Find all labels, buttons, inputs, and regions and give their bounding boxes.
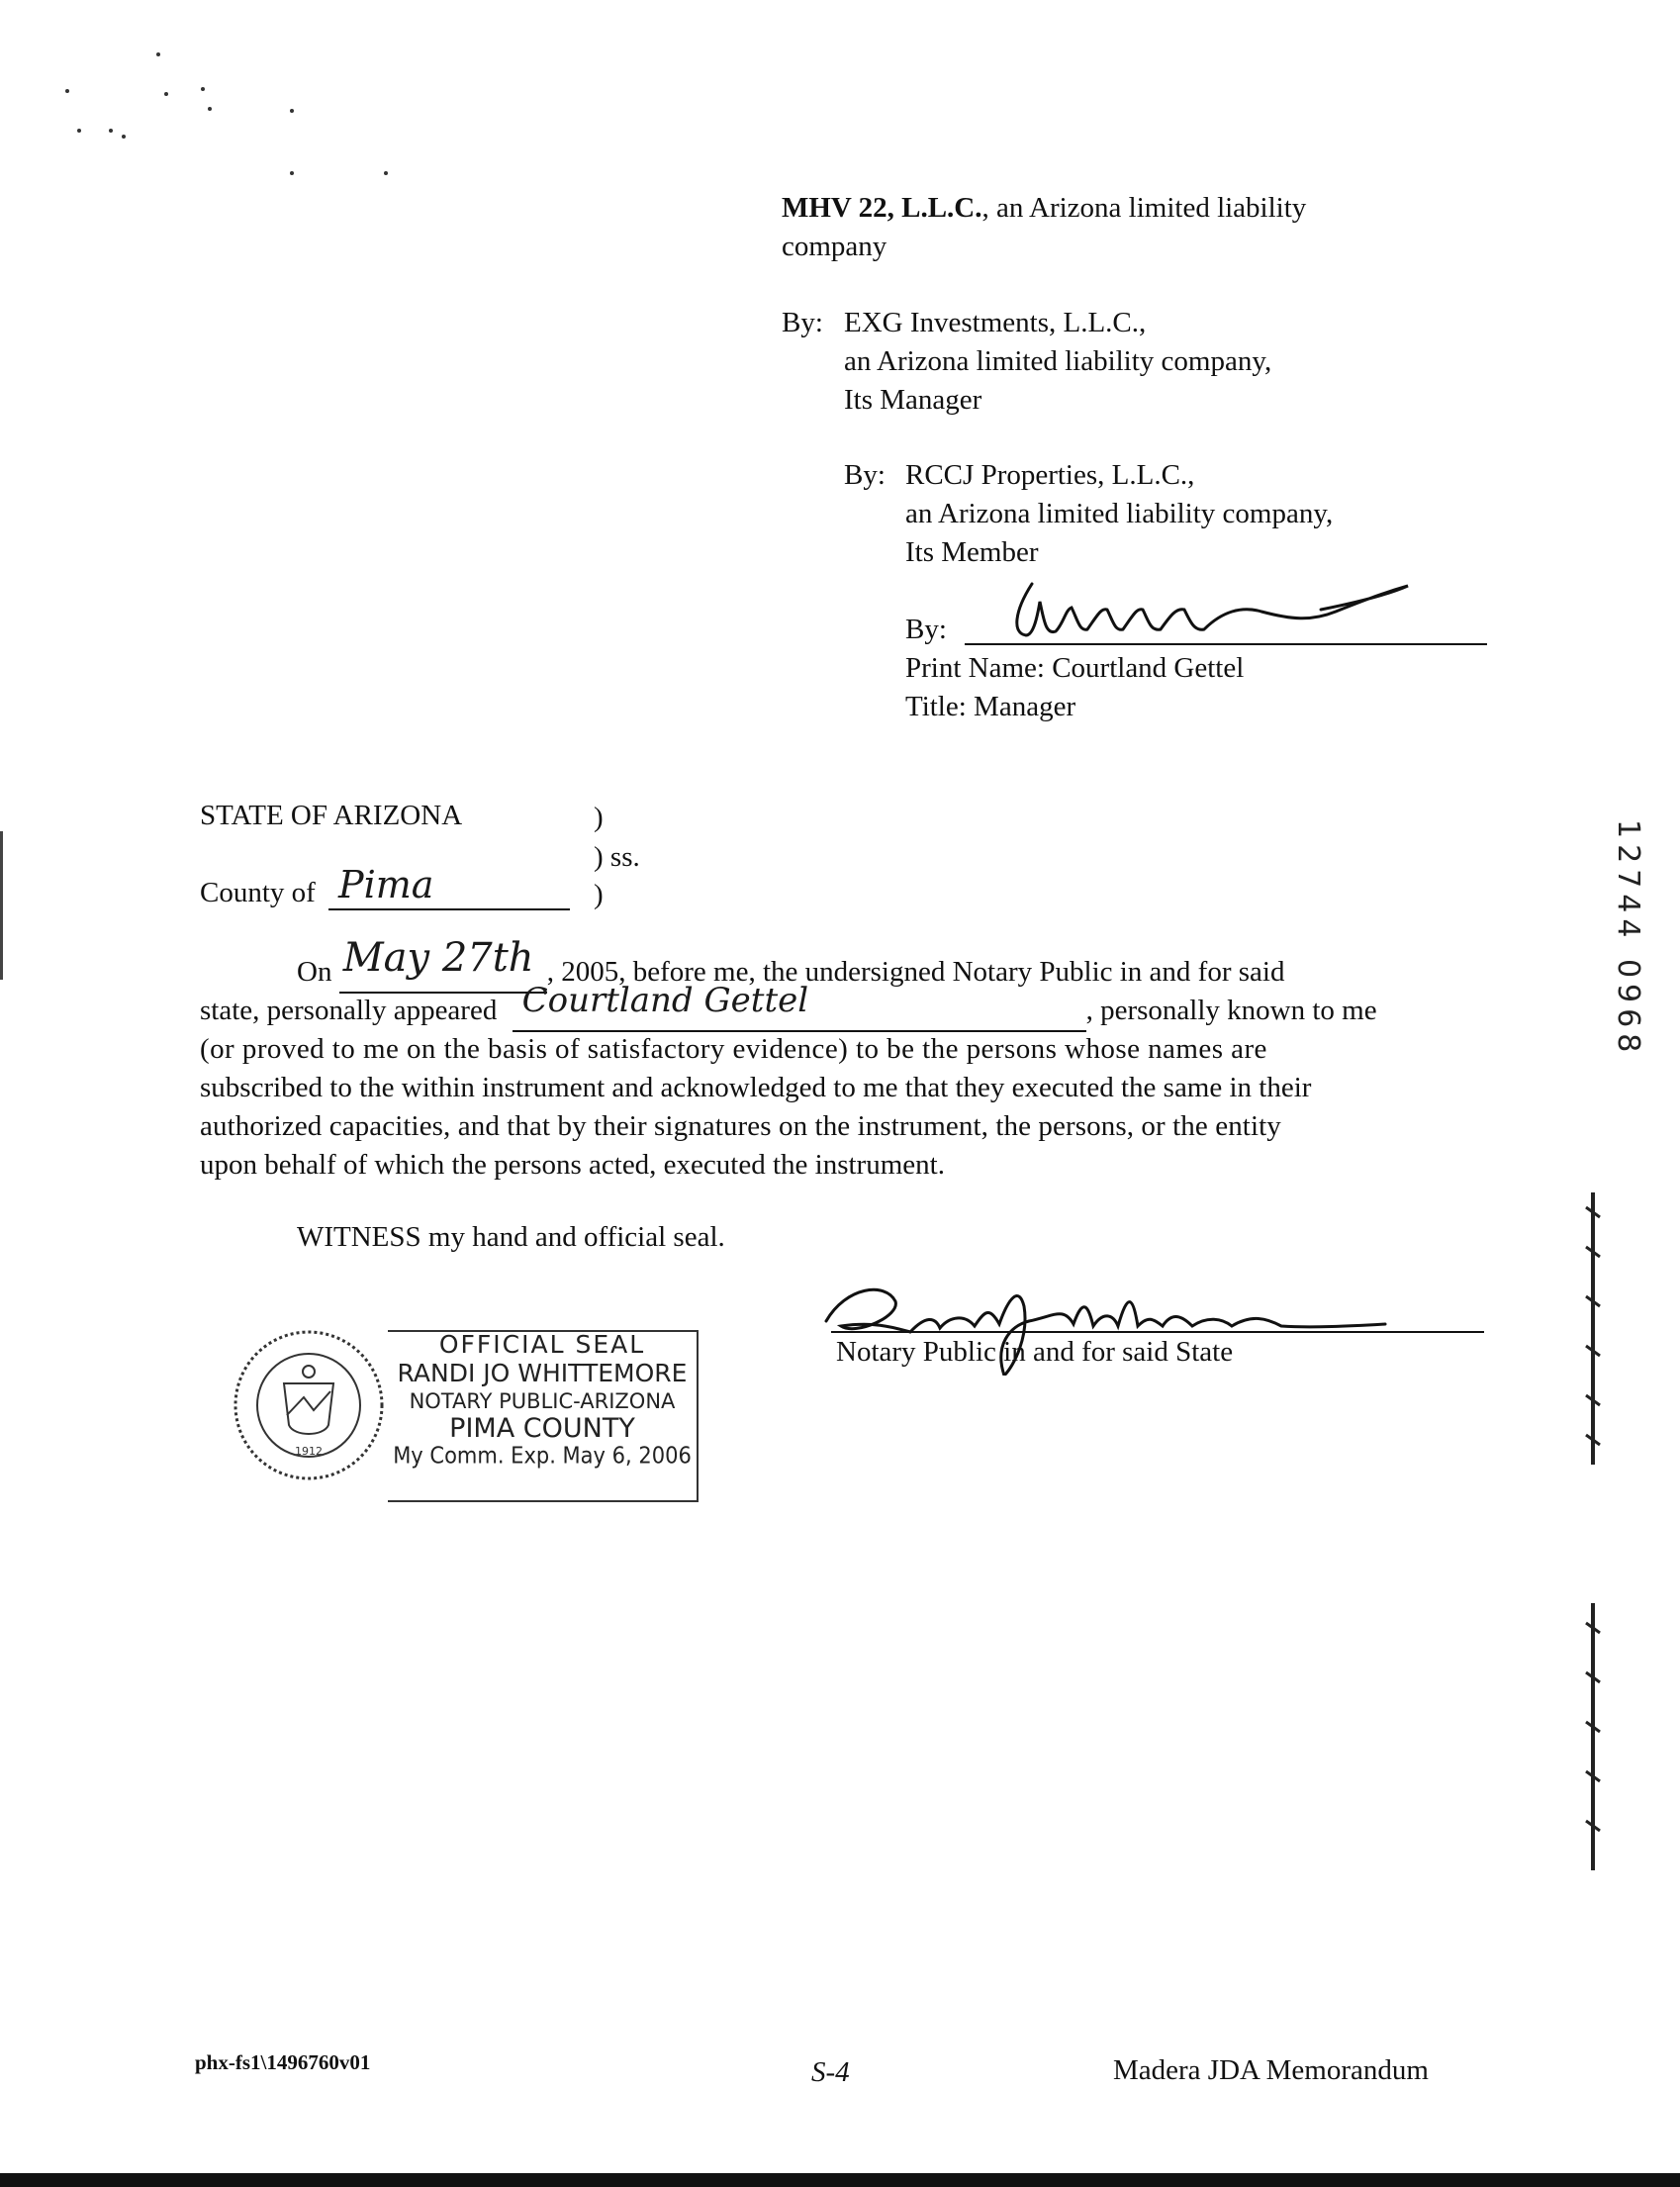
date-blank	[339, 935, 547, 994]
ack-line-1-rest: , 2005, before me, the undersigned Notary Public in and for said	[546, 956, 1285, 988]
print-name: Print Name: Courtland Gettel	[905, 652, 1245, 684]
footer-doc-id: phx-fs1\1496760v01	[195, 2050, 371, 2074]
state-heading: STATE OF ARIZONA	[200, 800, 463, 831]
margin-strikeout-marks	[1578, 1188, 1608, 1880]
seal-line-2: RANDI JO WHITTEMORE	[397, 1359, 688, 1387]
by1-prefix: By:	[782, 307, 823, 338]
signer-title: Title: Manager	[905, 691, 1076, 722]
by1-role: Its Manager	[844, 384, 982, 416]
seal-line-4: PIMA COUNTY	[449, 1413, 635, 1444]
seal-line-1: OFFICIAL SEAL	[438, 1330, 646, 1359]
ack-line-2-end: , personally known to me	[1085, 995, 1377, 1026]
ack-line-2-start: state, personally appeared	[200, 995, 498, 1026]
witness-line: WITNESS my hand and official seal.	[297, 1221, 725, 1253]
state-seal-emblem	[230, 1326, 388, 1484]
company-line	[782, 190, 1306, 228]
by1-name: EXG Investments, L.L.C.,	[844, 307, 1147, 338]
ack-line-4: subscribed to the within instrument and acknowledged to me that they executed the same in their	[200, 1072, 1312, 1103]
by2-role: Its Member	[905, 536, 1039, 568]
footer-title: Madera JDA Memorandum	[1113, 2054, 1429, 2086]
county-label: County of	[200, 877, 316, 908]
scan-bottom-border	[0, 2173, 1680, 2187]
venue-ss: ) ss.	[594, 841, 640, 873]
seal-line-5: My Comm. Exp. May 6, 2006	[393, 1442, 692, 1470]
by2-desc: an Arizona limited liability company,	[905, 498, 1334, 529]
svg-text:1912: 1912	[295, 1445, 323, 1458]
name-handwritten: Courtland Gettel	[521, 981, 809, 1020]
county-handwritten: Pima	[338, 863, 434, 906]
recording-number: 12744 0968	[1611, 819, 1645, 1059]
ack-line-2	[200, 981, 1377, 1032]
notary-caption: Notary Public in and for said State	[836, 1336, 1234, 1368]
company-desc: , an Arizona limited liability	[981, 192, 1307, 224]
by3-prefix: By:	[905, 614, 947, 645]
venue-paren-1: )	[594, 802, 604, 833]
footer-page: S-4	[811, 2056, 850, 2088]
date-handwritten: May 27th	[342, 935, 534, 981]
by1-desc: an Arizona limited liability company,	[844, 345, 1272, 377]
company-name: MHV 22, L.L.C.	[782, 192, 982, 224]
ack-line-3: (or proved to me on the basis of satisfactory evidence) to be the persons whose names are	[200, 1033, 1267, 1065]
ack-line-5: authorized capacities, and that by their signatures on the instrument, the persons, or the entity	[200, 1110, 1281, 1142]
by2-prefix: By:	[844, 459, 886, 491]
on-label: On	[297, 956, 332, 988]
scan-specks	[49, 40, 406, 198]
manager-signature	[994, 572, 1420, 651]
official-seal-box	[388, 1330, 699, 1502]
county-blank	[328, 908, 570, 910]
name-blank	[513, 981, 1086, 1032]
venue-paren-3: )	[594, 879, 604, 910]
by2-name: RCCJ Properties, L.L.C.,	[905, 459, 1195, 491]
scan-edge-mark	[0, 831, 3, 980]
seal-line-3: NOTARY PUBLIC-ARIZONA	[409, 1389, 676, 1413]
company-desc-2: company	[782, 231, 887, 262]
ack-line-6: upon behalf of which the persons acted, executed the instrument.	[200, 1149, 945, 1181]
